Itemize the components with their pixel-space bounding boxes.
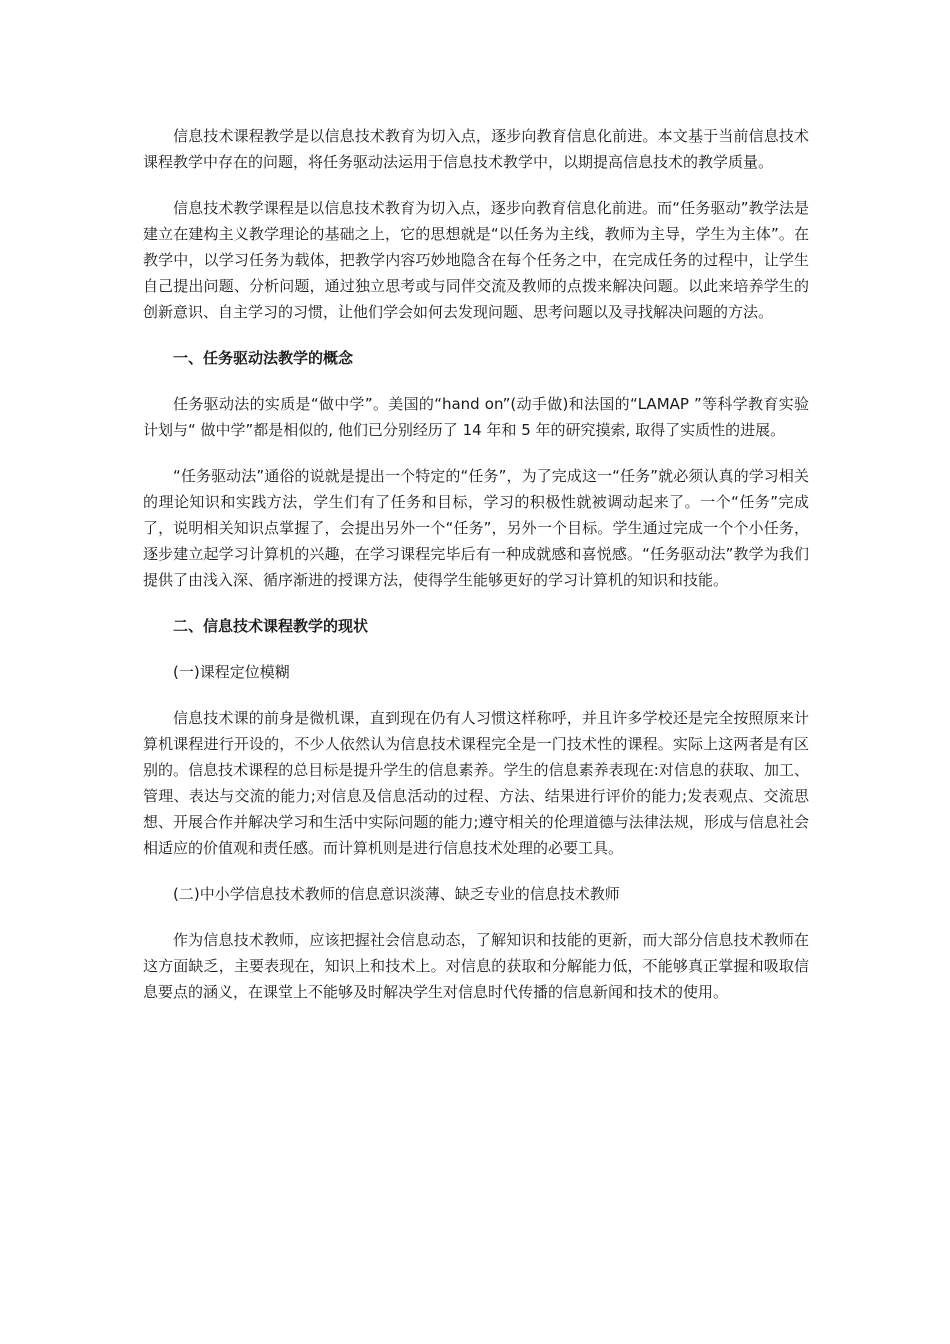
subheading-teachers: (二)中小学信息技术教师的信息意识淡薄、缺乏专业的信息技术教师	[173, 885, 620, 903]
subheading-positioning: (一)课程定位模糊	[173, 663, 290, 681]
section-heading-concept: 一、任务驱动法教学的概念	[173, 349, 354, 367]
paragraph-background: 信息技术教学课程是以信息技术教育为切入点，逐步向教育信息化前进。而“任务驱动”教学法是建立在建构主义教学理论的基础之上，它的思想就是“以任务为主线，教师为主导，学生为主体”。在教学中，以学习任务为载体，把教学内容巧妙地隐含在每个任务之中，在完成任务的过程中，让学生自己提出问题、分析问题，通过独立思考或与同伴交流及教师的点拨来解决问题。以此来培养学生的创新意识、自主学习的习惯，让他们学会如何去发现问题、思考问题以及寻找解决问题的方法。	[143, 199, 809, 321]
paragraph-intro: 信息技术课程教学是以信息技术教育为切入点，逐步向教育信息化前进。本文基于当前信息技术课程教学中存在的问题，将任务驱动法运用于信息技术教学中，以期提高信息技术的教学质量。	[143, 127, 809, 171]
paragraph-concept-essence: 任务驱动法的实质是“做中学”。美国的“hand on”(动手做)和法国的“LAMAP ”等科学教育实验计划与“ 做中学”都是相似的, 他们已分别经历了 14 年和 5 年的研究摸索, 取得了实质性的进展。	[143, 395, 809, 439]
paragraph-teachers: 作为信息技术教师，应该把握社会信息动态，了解知识和技能的更新，而大部分信息技术教师在这方面缺乏，主要表现在，知识上和技术上。对信息的获取和分解能力低，不能够真正掌握和吸取信息要点的涵义，在课堂上不能够及时解决学生对信息时代传播的信息新闻和技术的使用。	[143, 931, 809, 1001]
paragraph-concept-explanation: “任务驱动法”通俗的说就是提出一个特定的“任务”，为了完成这一“任务”就必须认真的学习相关的理论知识和实践方法，学生们有了任务和目标，学习的积极性就被调动起来了。一个“任务”完成了，说明相关知识点掌握了，会提出另外一个“任务”，另外一个目标。学生通过完成一个个小任务，逐步建立起学习计算机的兴趣，在学习课程完毕后有一种成就感和喜悦感。“任务驱动法”教学为我们提供了由浅入深、循序渐进的授课方法，使得学生能够更好的学习计算机的知识和技能。	[143, 467, 809, 589]
section-heading-status: 二、信息技术课程教学的现状	[173, 617, 369, 635]
paragraph-positioning: 信息技术课的前身是微机课，直到现在仍有人习惯这样称呼，并且许多学校还是完全按照原来计算机课程进行开设的，不少人依然认为信息技术课程完全是一门技术性的课程。实际上这两者是有区别的。信息技术课程的总目标是提升学生的信息素养。学生的信息素养表现在:对信息的获取、加工、管理、表达与交流的能力;对信息及信息活动的过程、方法、结果进行评价的能力;发表观点、交流思想、开展合作并解决学习和生活中实际问题的能力;遵守相关的伦理道德与法律法规，形成与信息社会相适应的价值观和责任感。而计算机则是进行信息技术处理的必要工具。	[143, 709, 809, 857]
document-page	[143, 123, 809, 1025]
